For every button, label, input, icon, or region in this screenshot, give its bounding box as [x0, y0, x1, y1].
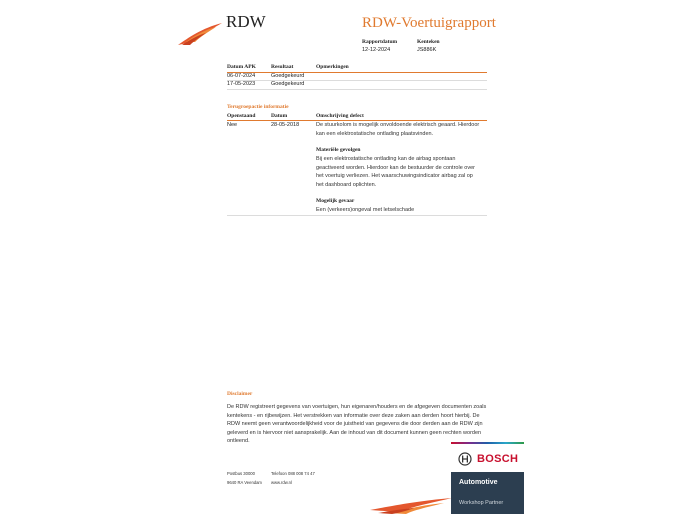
disclaimer-title: Disclaimer	[227, 391, 253, 397]
kenteken-label: Kenteken	[417, 39, 440, 45]
apk-header-divider	[227, 72, 487, 73]
apk-row-1-resultaat: Goedgekeurd	[271, 73, 305, 79]
recall-bottom-divider	[227, 215, 487, 216]
apk-row-2-datum: 17-05-2023	[227, 81, 256, 87]
footer-telefoon: Telefoon 088 008 74 47	[271, 471, 315, 476]
report-title: RDW-Voertuigrapport	[362, 15, 496, 31]
gevolgen-line: het dashboard oplichten.	[316, 181, 377, 188]
omschrijving-line: De stuurkolom is mogelijk onvoldoende elektrisch geaard. Hierdoor	[316, 122, 480, 128]
recall-header-openstaand: Openstaand	[227, 113, 256, 119]
recall-omschrijving	[316, 121, 488, 138]
rdw-logo-icon	[176, 20, 224, 46]
bosch-automotive: Automotive	[459, 479, 498, 486]
footer-postbus: Postbus 30000	[227, 471, 255, 476]
apk-row-divider	[227, 89, 487, 90]
apk-row-divider	[227, 80, 487, 81]
gevaar-title: Mogelijk gevaar	[316, 198, 355, 204]
recall-openstaand: Nee	[227, 122, 238, 128]
bosch-workshop-partner: Workshop Partner	[459, 500, 504, 506]
gevolgen-line: Bij een elektrostatische ontlading kan de airbag spontaan	[316, 156, 456, 162]
apk-row-2-resultaat: Goedgekeurd	[271, 81, 305, 87]
apk-header-resultaat: Resultaat	[271, 64, 294, 70]
disclaimer-line: De RDW registreert gegevens van voertuigen, hun eigenaren/houders en de afgegeven documenten zoals	[227, 404, 487, 410]
disclaimer-text	[227, 403, 489, 446]
recall-header-datum: Datum	[271, 113, 288, 119]
gevolgen-line: het voertuig verliezen. Het waarschuwingsindicator airbag zal op	[316, 173, 473, 180]
apk-header-opmerkingen: Opmerkingen	[316, 64, 349, 70]
kenteken-value: JS886K	[417, 47, 437, 53]
bosch-partner-badge	[451, 442, 524, 514]
recall-datum: 28-05-2018	[271, 122, 300, 128]
gevolgen-text	[316, 155, 488, 189]
logo-text: RDW	[226, 12, 266, 31]
bosch-brand: BOSCH	[477, 453, 519, 465]
bosch-logo-area	[451, 444, 524, 472]
apk-header-datum: Datum APK	[227, 64, 256, 70]
rdw-wing-icon	[368, 496, 454, 514]
footer-website: www.rdw.nl	[271, 480, 292, 485]
disclaimer-line: geleverd en is hiervoor niet aansprakelijk. Aan de inhoud van dit document kunnen geen rechten worden	[227, 429, 482, 436]
gevolgen-line: geactiveerd worden. Hierdoor kan de bestuurder de controle over	[316, 164, 475, 171]
bosch-logo-icon	[458, 452, 472, 466]
recall-section-title: Terugroepactie informatie	[227, 104, 289, 110]
gevaar-text: Een (verkeers)ongeval met letselschade	[316, 207, 415, 213]
apk-row-1-datum: 06-07-2024	[227, 73, 256, 79]
rapportdatum-label: Rapportdatum	[362, 39, 398, 45]
bosch-automotive-panel	[451, 472, 524, 514]
gevolgen-title: Materiële gevolgen	[316, 147, 361, 153]
rapportdatum-value: 12-12-2024	[362, 47, 391, 53]
recall-header-omschrijving: Omschrijving defect	[316, 113, 364, 119]
omschrijving-line: kan een elektrostatische ontlading plaatsvinden.	[316, 130, 434, 137]
footer-city: 9640 RA Veendam	[227, 480, 262, 485]
disclaimer-line: kentekens - en rijbewijzen. Het verstrekken van informatie over deze zaken aan derden hoort hierbij. De	[227, 412, 480, 419]
disclaimer-line: RDW neemt geen verantwoordelijkheid voor de juistheid van gegevens die door derden aan de RDW zijn	[227, 421, 483, 428]
disclaimer-line: ontleend.	[227, 438, 250, 445]
